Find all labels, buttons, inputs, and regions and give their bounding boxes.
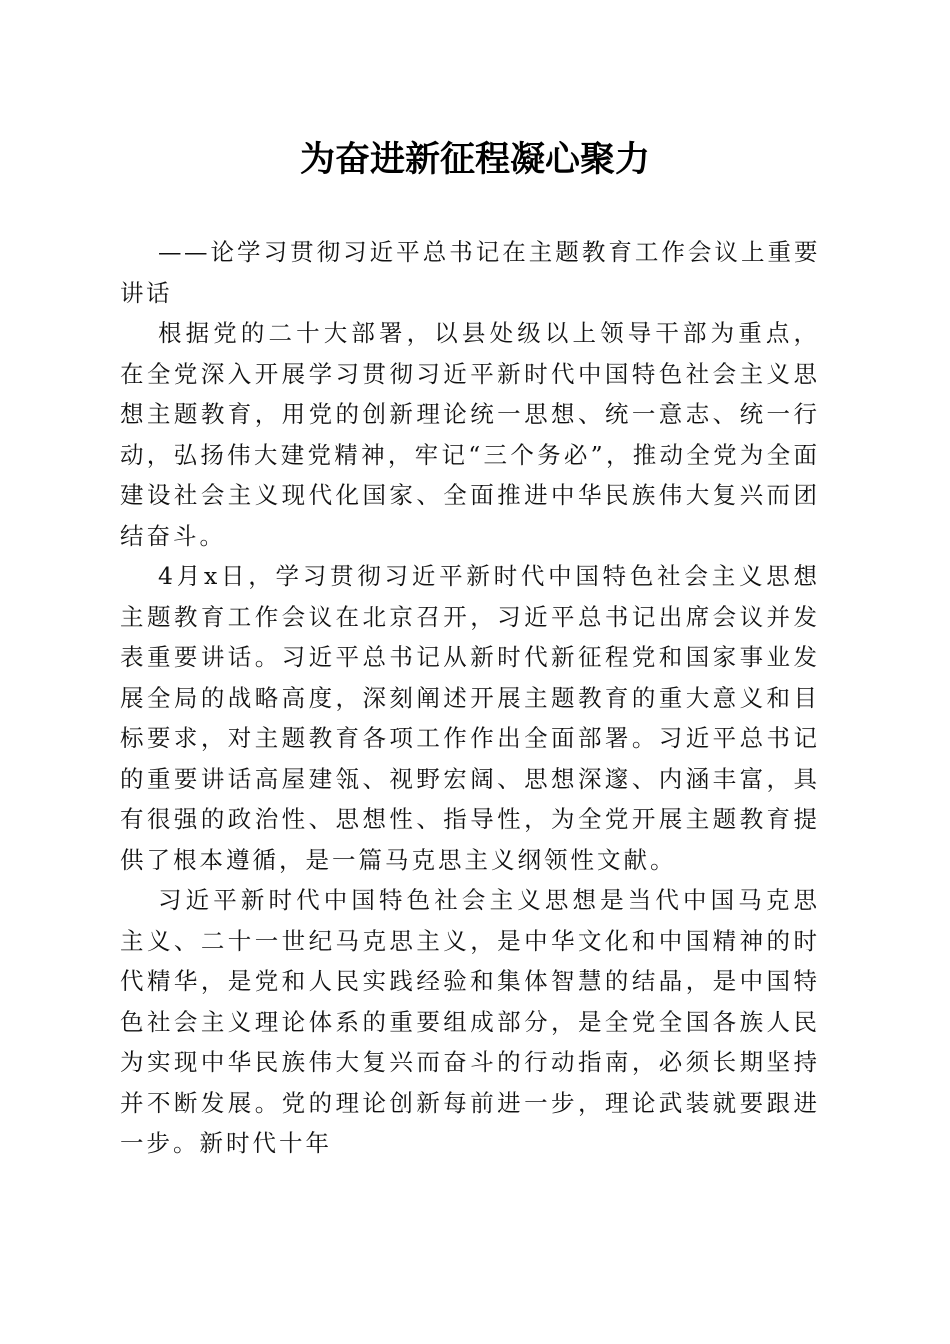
paragraph-3: 习近平新时代中国特色社会主义思想是当代中国马克思主义、二十一世纪马克思主义，是中华文化和中国精神的时代精华，是党和人民实践经验和集体智慧的结晶，是中国特色社会主义理论体系的重要组成部分，是全党全国各族人民为实现中华民族伟大复兴而奋斗的行动指南，必须长期坚持并不断发展。党的理论创新每前进一步，理论武装就要跟进一步。新时代十年	[120, 886, 820, 1157]
document-title: 为奋进新征程凝心聚力	[299, 139, 650, 180]
paragraph-2: 4月x日，学习贯彻习近平新时代中国特色社会主义思想主题教育工作会议在北京召开，习近平总书记出席会议并发表重要讲话。习近平总书记从新时代新征程党和国家事业发展全局的战略高度，深刻阐述开展主题教育的重大意义和目标要求，对主题教育各项工作作出全面部署。习近平总书记的重要讲话高屋建瓴、视野宏阔、思想深邃、内涵丰富，具有很强的政治性、思想性、指导性，为全党开展主题教育提供了根本遵循，是一篇马克思主义纲领性文献。	[120, 562, 820, 874]
paragraph-1: 根据党的二十大部署，以县处级以上领导干部为重点，在全党深入开展学习贯彻习近平新时代中国特色社会主义思想主题教育，用党的创新理论统一思想、统一意志、统一行动，弘扬伟大建党精神，牢记“三个务必”，推动全党为全面建设社会主义现代化国家、全面推进中华民族伟大复兴而团结奋斗。	[120, 319, 820, 550]
document-body	[120, 232, 820, 1164]
document-subtitle: ——论学习贯彻习近平总书记在主题教育工作会议上重要讲话	[120, 238, 820, 307]
